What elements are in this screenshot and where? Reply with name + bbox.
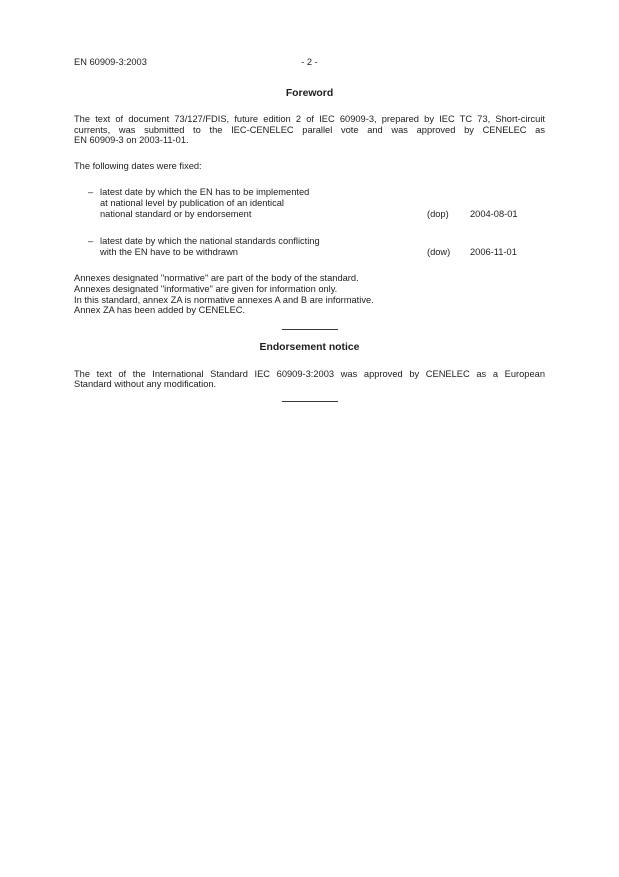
list-dash-icon: – xyxy=(88,236,94,247)
endorsement-paragraph xyxy=(74,369,545,390)
date-item-line: national standard or by endorsement xyxy=(100,208,252,219)
annex-note-line: Annexes designated "normative" are part of the body of the standard. xyxy=(74,273,359,284)
dop-label: (dop) xyxy=(427,208,449,219)
separator-line xyxy=(282,329,338,330)
page-number: - 2 - xyxy=(301,57,318,67)
foreword-title: Foreword xyxy=(285,88,334,99)
dop-date: 2004-08-01 xyxy=(470,208,518,219)
date-item-dow xyxy=(74,236,545,257)
separator-line xyxy=(282,401,338,402)
dates-intro-text: The following dates were fixed: xyxy=(74,160,202,171)
dow-label: (dow) xyxy=(427,246,451,257)
annex-note-line: Annexes designated "informative" are given for information only. xyxy=(74,283,338,294)
page-header xyxy=(74,57,545,68)
document-reference: EN 60909-3:2003 xyxy=(74,57,147,67)
endorsement-title: Endorsement notice xyxy=(259,341,360,353)
date-item-line: at national level by publication of an identical xyxy=(100,197,284,208)
annex-note-line: In this standard, annex ZA is normative annexes A and B are informative. xyxy=(74,294,374,305)
date-item-line: latest date by which the national standards conflicting xyxy=(100,236,320,247)
date-item-line: latest date by which the EN has to be implemented xyxy=(100,187,310,198)
paragraph-line: Standard without any modification. xyxy=(74,379,217,390)
date-item-line: with the EN have to be withdrawn xyxy=(100,246,238,257)
paragraph-line: The text of the International Standard IEC 60909-3:2003 was approved by CENELEC as a European xyxy=(74,368,545,379)
foreword-intro-paragraph xyxy=(74,114,545,146)
date-item-dop xyxy=(74,187,545,219)
annex-notes xyxy=(74,273,545,315)
paragraph-line: The text of document 73/127/FDIS, future edition 2 of IEC 60909-3, prepared by IEC TC 73, Short-circuit xyxy=(74,114,545,124)
annex-note-line: Annex ZA has been added by CENELEC. xyxy=(74,305,246,316)
dow-date: 2006-11-01 xyxy=(470,246,517,257)
paragraph-line: EN 60909-3 on 2003-11-01. xyxy=(74,135,189,146)
list-dash-icon: – xyxy=(88,187,94,198)
paragraph-line: currents, was submitted to the IEC-CENELEC parallel vote and was approved by CENELEC as xyxy=(74,124,545,135)
